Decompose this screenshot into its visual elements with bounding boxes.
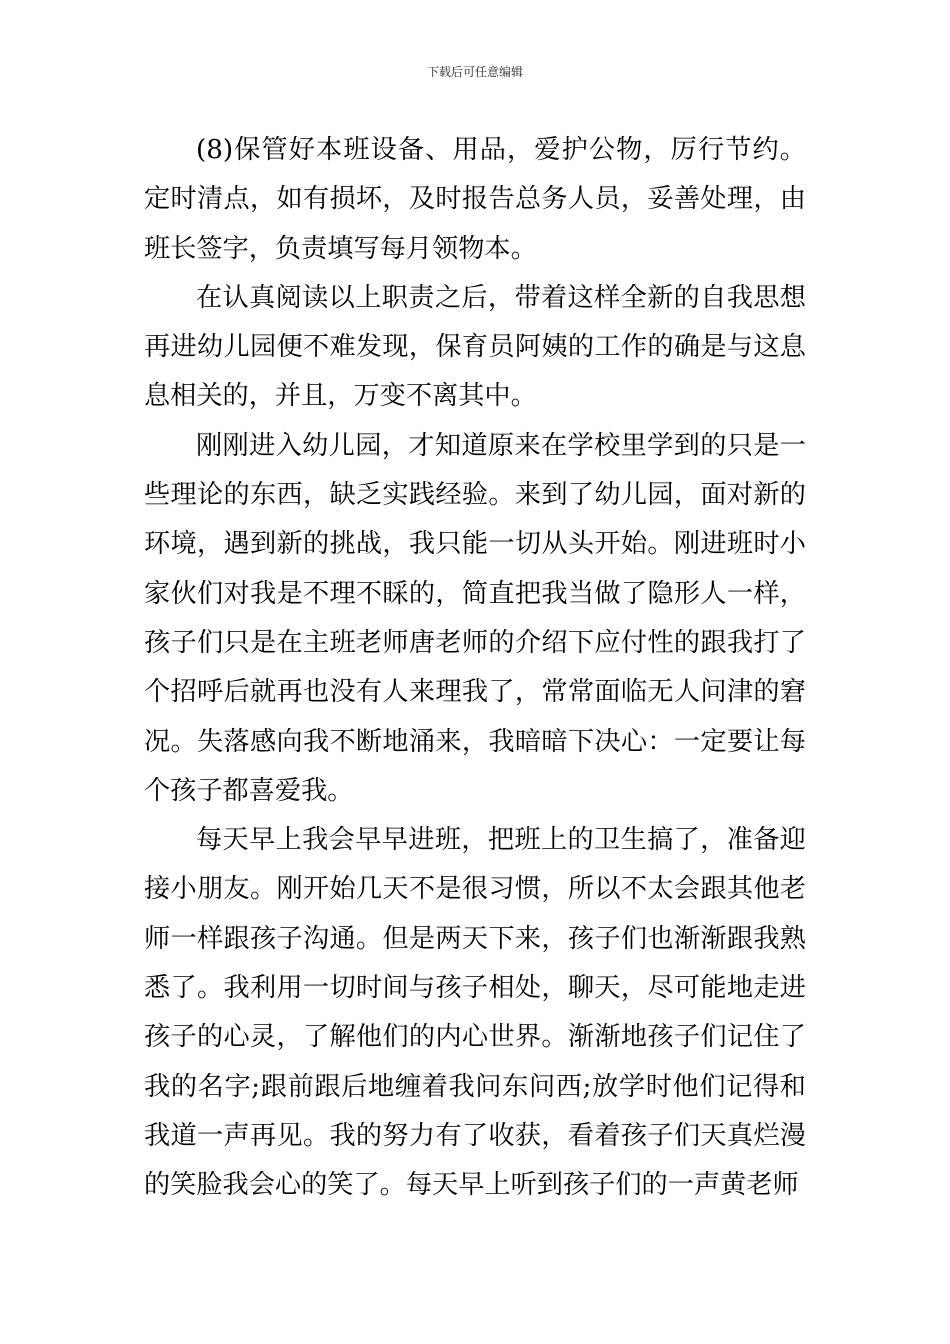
document-body: [144, 126, 806, 1211]
paragraph-duty-8: (8)保管好本班设备、用品，爱护公物，厉行节约。定时清点，如有损坏，及时报告总务人员，妥善处理，由班长签字，负责填写每月领物本。: [144, 135, 806, 264]
page-header: 下载后可任意编辑: [426, 65, 523, 79]
paragraph-first-days: 刚刚进入幼儿园，才知道原来在学校里学到的只是一些理论的东西，缺乏实践经验。来到了幼儿园，面对新的环境，遇到新的挑战，我只能一切从头开始。刚进班时小家伙们对我是不理不睬的，简直把我当做了隐形人一样，孩子们只是在主班老师唐老师的介绍下应付性的跟我打了个招呼后就再也没有人来理我了，常常面临无人问津的窘况。失落感向我不断地涌来，我暗暗下决心：一定要让每个孩子都喜爱我。: [144, 430, 806, 806]
paragraph-reflection: 在认真阅读以上职责之后，带着这样全新的自我思想再进幼儿园便不难发现，保育员阿姨的工作的确是与这息息相关的，并且，万变不离其中。: [144, 282, 806, 412]
paragraph-daily-routine: 每天早上我会早早进班，把班上的卫生搞了，准备迎接小朋友。刚开始几天不是很习惯，所以不太会跟其他老师一样跟孩子沟通。但是两天下来，孩子们也渐渐跟我熟悉了。我利用一切时间与孩子相处，聊天，尽可能地走进孩子的心灵，了解他们的内心世界。渐渐地孩子们记住了我的名字;跟前跟后地缠着我问东问西;放学时他们记得和我道一声再见。我的努力有了收获，看着孩子们天真烂漫的笑脸我会心的笑了。每天早上听到孩子们的一声黄老师: [144, 825, 806, 1201]
